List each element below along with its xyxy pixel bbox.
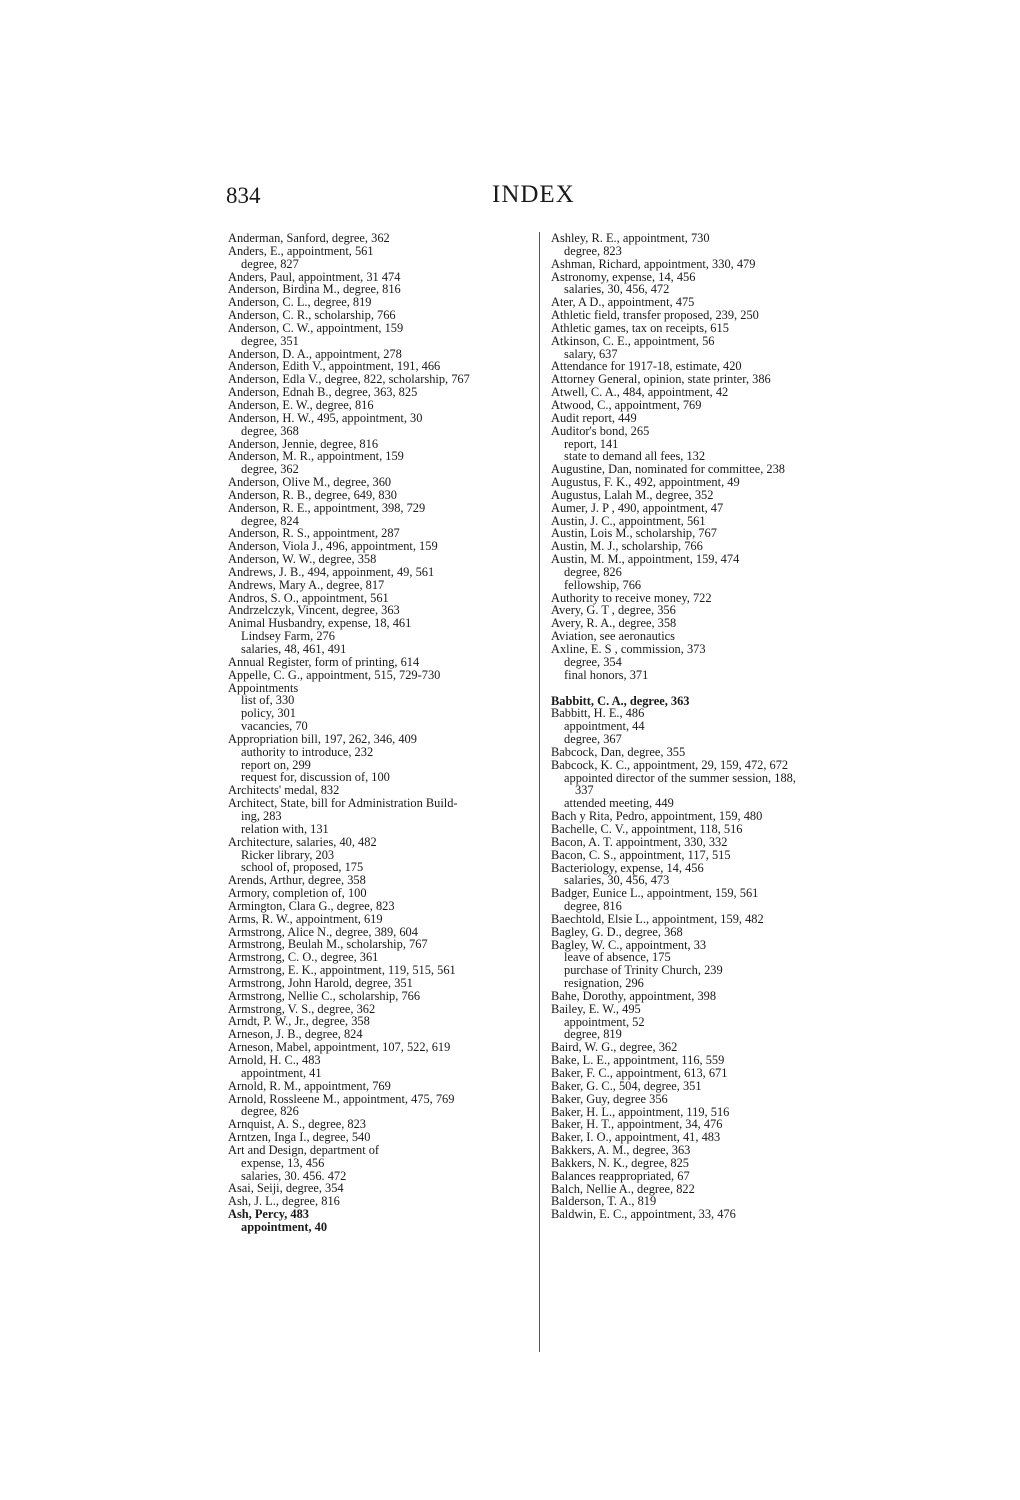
index-entry: appointed director of the summer session, 188, [564,770,796,785]
index-entry: Anderson, M. R., appointment, 159 [228,449,404,464]
index-entry: Bahe, Dorothy, appointment, 398 [551,988,717,1003]
index-entry: Architecture, salaries, 40, 482 [228,834,377,849]
index-entry: Baker, H. L., appointment, 119, 516 [551,1104,730,1119]
index-entry: Aviation, see aeronautics [551,629,675,644]
index-entry: Andros, S. O., appointment, 561 [228,590,389,605]
index-entry: Armington, Clara G., degree, 823 [228,898,395,913]
index-entry: Baker, H. T., appointment, 34, 476 [551,1117,723,1132]
index-entry: Arndt, P. W., Jr., degree, 358 [228,1014,370,1029]
index-entry: Ash, Percy, 483 [228,1207,309,1222]
index-entry: Anderson, R. S., appointment, 287 [228,526,400,541]
index-entry: Atwell, C. A., 484, appointment, 42 [551,385,729,400]
index-entry: Animal Husbandry, expense, 18, 461 [228,616,412,631]
index-entry: Armstrong, V. S., degree, 362 [228,1001,376,1016]
column-divider [539,232,540,1352]
index-entry: Babcock, Dan, degree, 355 [551,744,686,759]
index-entry: Bakkers, A. M., degree, 363 [551,1143,691,1158]
page-number: 834 [226,183,261,208]
index-entry: Baker, I. O., appointment, 41, 483 [551,1130,721,1145]
index-entry: Architect, State, bill for Administration Build- [228,796,458,811]
index-entry: Anderson, H. W., 495, appointment, 30 [228,410,423,425]
index-entry: Anderson, E. W., degree, 816 [228,397,374,412]
index-entry: degree, 354 [564,654,622,669]
index-entry: Baker, F. C., appointment, 613, 671 [551,1066,728,1080]
index-entry: Arnold, Rossleene M., appointment, 475, 769 [228,1091,455,1106]
index-entry: Appropriation bill, 197, 262, 346, 409 [228,731,417,746]
index-entry: Ash, J. L., degree, 816 [228,1194,340,1209]
index-entry: attended meeting, 449 [564,796,674,811]
index-entry: Anderson, Olive M., degree, 360 [228,475,392,490]
index-entry: Attendance for 1917-18, estimate, 420 [551,359,742,374]
index-entry: Bakkers, N. K., degree, 825 [551,1155,689,1170]
index-entry: Appelle, C. G., appointment, 515, 729-730 [228,667,441,682]
index-entry: Annual Register, form of printing, 614 [228,654,420,669]
index-entry: Babbitt, H. E., 486 [551,706,645,721]
index-entry: Austin, J. C., appointment, 561 [551,513,706,528]
index-entry: Bagley, W. C., appointment, 33 [551,937,707,952]
index-entry: Anderman, Sanford, degree, 362 [228,231,390,245]
index-entry: purchase of Trinity Church, 239 [564,963,723,978]
index-entry: Badger, Eunice L., appointment, 159, 561 [551,886,759,901]
index-entry: Athletic games, tax on receipts, 615 [551,320,729,335]
index-entry: relation with, 131 [241,821,329,836]
index-entry: Ashley, R. E., appointment, 730 [551,231,710,245]
index-entry: Anders, E., appointment, 561 [228,243,374,258]
index-entry: Augustus, Lalah M., degree, 352 [551,487,714,502]
index-entry: Anderson, Jennie, degree, 816 [228,436,379,451]
index-entry: Armstrong, Nellie C., scholarship, 766 [228,988,421,1003]
index-entry: Arntzen, Inga I., degree, 540 [228,1130,371,1145]
index-entry: ing, 283 [241,808,282,823]
index-entry: Bacon, A. T. appointment, 330, 332 [551,834,728,849]
index-entry: Austin, Lois M., scholarship, 767 [551,526,717,541]
index-entry: Avery, G. T , degree, 356 [551,603,676,618]
index-entry: degree, 823 [564,243,622,258]
index-entry: appointment, 52 [564,1014,645,1029]
index-entry: Armstrong, C. O., degree, 361 [228,950,379,965]
index-entry: degree, 826 [564,564,622,579]
index-entry: Anderson, Ednah B., degree, 363, 825 [228,385,418,400]
index-entry: Bachelle, C. V., appointment, 118, 516 [551,821,743,836]
index-entry: degree, 819 [564,1027,622,1042]
index-entry: degree, 367 [564,732,622,747]
index-entry: Bacteriology, expense, 14, 456 [551,860,704,875]
index-entry: authority to introduce, 232 [241,744,374,759]
index-entry: resignation, 296 [564,976,644,991]
index-entry: Bailey, E. W., 495 [551,1001,641,1016]
index-entry: Ashman, Richard, appointment, 330, 479 [551,256,756,271]
index-entry: Arms, R. W., appointment, 619 [228,911,383,926]
index-entry: request for, discussion of, 100 [241,770,390,785]
index-entry: Anders, Paul, appointment, 31 474 [228,269,401,284]
index-entry: degree, 824 [241,513,299,528]
index-entry: Baldwin, E. C., appointment, 33, 476 [551,1207,736,1222]
index-entry: salaries, 30. 456. 472 [241,1168,347,1183]
index-entry: Baechtold, Elsie L., appointment, 159, 482 [551,911,764,926]
index-entry: Bacon, C. S., appointment, 117, 515 [551,847,731,862]
index-entry: Anderson, C. L., degree, 819 [228,295,372,310]
index-entry: Aumer, J. P , 490, appointment, 47 [551,500,724,515]
index-entry: Balderson, T. A., 819 [551,1194,657,1209]
index-entry: Andrews, Mary A., degree, 817 [228,577,385,592]
index-entry: appointment, 41 [241,1065,322,1080]
index-entry: state to demand all fees, 132 [564,449,706,464]
index-entry: report, 141 [564,436,619,451]
index-entry: Anderson, Birdina M., degree, 816 [228,282,401,297]
index-entry: Authority to receive money, 722 [551,590,712,605]
index-section-gap [551,682,841,695]
index-entry: degree, 826 [241,1104,299,1119]
index-entry: Attorney General, opinion, state printer, 386 [551,372,771,387]
index-entry: salary, 637 [564,346,618,361]
index-entry: degree, 351 [241,333,299,348]
index-entry: Arneson, Mabel, appointment, 107, 522, 619 [228,1040,451,1055]
index-entry: salaries, 30, 456, 473 [564,873,670,888]
index-entry: fellowship, 766 [564,577,642,592]
index-column-left [228,232,518,1234]
index-entry: school of, proposed, 175 [241,860,364,875]
index-entry: Austin, M. M., appointment, 159, 474 [551,552,740,567]
index-entry: Augustus, F. K., 492, appointment, 49 [551,475,740,490]
index-entry: Baker, G. C., 504, degree, 351 [551,1078,702,1093]
index-entry: Arends, Arthur, degree, 358 [228,873,366,888]
index-entry: Bach y Rita, Pedro, appointment, 159, 480 [551,809,763,824]
index-entry: Armstrong, E. K., appointment, 119, 515, 561 [228,963,456,978]
index-entry: salaries, 30, 456, 472 [564,282,670,297]
index-entry: Lindsey Farm, 276 [241,629,335,644]
index-entry: Balances reappropriated, 67 [551,1168,690,1183]
index-entry: Babbitt, C. A., degree, 363 [551,693,690,708]
index-column-right [551,232,841,1221]
index-entry: policy, 301 [241,706,296,721]
index-entry: vacancies, 70 [241,719,308,734]
index-entry: Arnold, H. C., 483 [228,1053,321,1067]
index-entry: Anderson, D. A., appointment, 278 [228,346,402,361]
index-entry: Avery, R. A., degree, 358 [551,616,677,631]
page-title: INDEX [492,181,575,208]
index-entry: Astronomy, expense, 14, 456 [551,269,696,284]
index-entry: Axline, E. S , commission, 373 [551,642,706,656]
index-entry: Anderson, W. W., degree, 358 [228,552,377,567]
index-entry: Ater, A D., appointment, 475 [551,295,695,310]
index-entry: Audit report, 449 [551,410,637,425]
index-entry: Atkinson, C. E., appointment, 56 [551,333,715,348]
index-entry: degree, 368 [241,423,299,438]
index-entry: leave of absence, 175 [564,950,671,965]
index-entry: Art and Design, department of [228,1142,380,1157]
index-entry: salaries, 48, 461, 491 [241,642,347,656]
index-entry: Augustine, Dan, nominated for committee, 238 [551,462,785,477]
index-entry: degree, 362 [241,462,299,477]
index-entry: Anderson, R. B., degree, 649, 830 [228,487,397,502]
index-entry: Babcock, K. C., appointment, 29, 159, 472, 672 [551,757,789,772]
index-entry: degree, 816 [564,899,622,914]
index-entry: Architects' medal, 832 [228,783,340,798]
index-entry: expense, 13, 456 [241,1155,325,1170]
index-entry: Austin, M. J., scholarship, 766 [551,539,703,554]
index-entry: Andrzelczyk, Vincent, degree, 363 [228,603,400,618]
index-entry: Arnold, R. M., appointment, 769 [228,1078,391,1093]
index-entry: Arnquist, A. S., degree, 823 [228,1117,367,1132]
index-entry: final honors, 371 [564,667,649,682]
index-entry: Appointments [228,680,299,695]
index-entry: Armstrong, Alice N., degree, 389, 604 [228,924,418,939]
index-entry: Anderson, R. E., appointment, 398, 729 [228,500,426,515]
index-entry: Balch, Nellie A., degree, 822 [551,1181,695,1196]
index-entry: Baker, Guy, degree 356 [551,1091,668,1106]
index-entry: Armstrong, John Harold, degree, 351 [228,975,413,990]
index-entry: Andrews, J. B., 494, appoinment, 49, 561 [228,564,435,579]
index-entry: appointment, 44 [564,719,645,734]
index-entry: Athletic field, transfer proposed, 239, 250 [551,308,759,323]
index-entry: Auditor's bond, 265 [551,423,650,438]
index-entry: Baird, W. G., degree, 362 [551,1040,678,1055]
index-entry: Bagley, G. D., degree, 368 [551,924,683,939]
index-entry: Anderson, Viola J., 496, appointment, 159 [228,539,438,554]
index-entry: Anderson, Edla V., degree, 822, scholarship, 767 [228,372,470,387]
index-entry: Armstrong, Beulah M., scholarship, 767 [228,937,428,952]
index-entry: Anderson, C. R., scholarship, 766 [228,308,396,323]
index-entry: 337 [575,783,594,798]
index-entry: Ricker library, 203 [241,847,335,862]
index-entry: Atwood, C., appointment, 769 [551,397,702,412]
index-entry: Bake, L. E., appointment, 116, 559 [551,1053,725,1068]
index-entry: Anderson, C. W., appointment, 159 [228,320,404,335]
index-entry: Armory, completion of, 100 [228,886,367,901]
index-entry: degree, 827 [241,256,299,271]
index-entry: Asai, Seiji, degree, 354 [228,1181,344,1196]
index-entry: Anderson, Edith V., appointment, 191, 466 [228,359,441,374]
index-entry: list of, 330 [241,693,295,708]
index-entry: report on, 299 [241,757,311,772]
index-entry: Arneson, J. B., degree, 824 [228,1027,363,1042]
index-entry: appointment, 40 [241,1219,328,1234]
